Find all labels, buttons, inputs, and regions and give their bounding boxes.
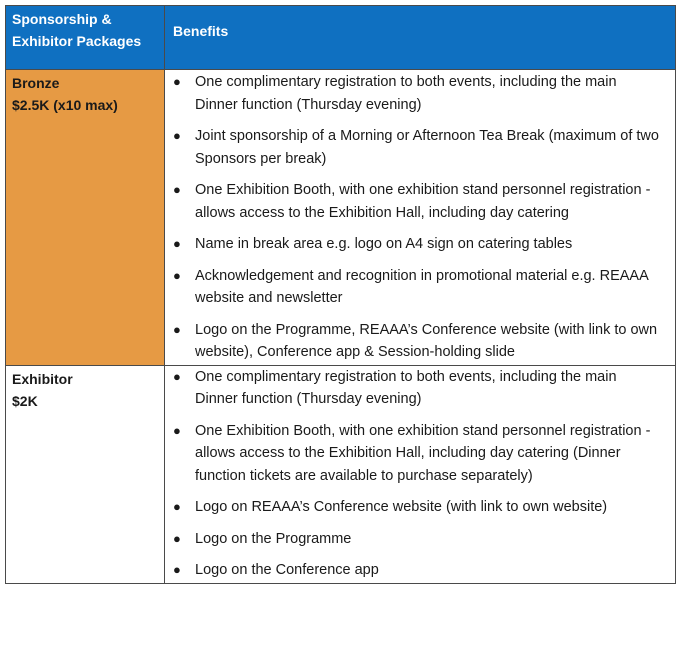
benefit-text: Logo on the Programme bbox=[195, 530, 352, 547]
bullet-icon: ● bbox=[173, 562, 181, 577]
bullet-icon: ● bbox=[173, 530, 181, 546]
table-row-bronze bbox=[6, 70, 676, 366]
benefit-text: One complimentary registration to both events, including the main Dinner function (Thursday evening) bbox=[195, 74, 617, 113]
package-cell-bronze bbox=[6, 70, 165, 366]
table-row-exhibitor bbox=[6, 365, 676, 583]
list-item bbox=[165, 496, 663, 519]
list-item bbox=[165, 319, 663, 364]
benefits-list bbox=[165, 70, 675, 364]
bullet-icon: ● bbox=[173, 74, 181, 89]
list-item bbox=[165, 366, 663, 411]
bullet-icon: ● bbox=[173, 422, 181, 438]
bullet-icon: ● bbox=[173, 267, 181, 283]
package-name: Bronze bbox=[12, 75, 60, 91]
list-item bbox=[165, 265, 663, 310]
benefit-text: One Exhibition Booth, with one exhibition stand personnel registration - allows access to the Exhibition Hall, including day catering (Dinner function tickets are available to purchase separately) bbox=[195, 422, 651, 484]
bullet-icon: ● bbox=[173, 321, 181, 337]
benefits-column-header: Benefits bbox=[165, 6, 676, 70]
benefits-cell-exhibitor bbox=[165, 365, 676, 583]
bullet-icon: ● bbox=[173, 128, 181, 143]
benefits-list bbox=[165, 366, 675, 582]
benefit-text: Logo on the Conference app bbox=[195, 562, 379, 578]
package-price: $2K bbox=[12, 392, 38, 409]
list-item bbox=[165, 420, 663, 488]
benefits-cell-bronze bbox=[165, 70, 676, 366]
benefit-text: Logo on REAAA’s Conference website (with link to own website) bbox=[195, 499, 608, 515]
list-item bbox=[165, 233, 663, 256]
list-item bbox=[165, 71, 663, 116]
benefit-text: Joint sponsorship of a Morning or Afternoon Tea Break (maximum of two Sponsors per break) bbox=[195, 128, 659, 167]
table-header-row bbox=[6, 6, 676, 70]
list-item bbox=[165, 559, 663, 582]
bullet-icon: ● bbox=[173, 499, 181, 514]
bullet-icon: ● bbox=[173, 182, 181, 197]
package-price: $2.5K (x10 max) bbox=[12, 97, 118, 113]
list-item bbox=[165, 528, 663, 551]
benefit-text: Name in break area e.g. logo on A4 sign on catering tables bbox=[195, 236, 573, 252]
packages-column-header: Sponsorship & Exhibitor Packages bbox=[6, 6, 165, 70]
benefit-text: Acknowledgement and recognition in promotional material e.g. REAAA website and newsletter bbox=[195, 267, 648, 306]
package-cell-exhibitor bbox=[6, 365, 165, 583]
package-name: Exhibitor bbox=[12, 370, 73, 387]
list-item bbox=[165, 125, 663, 170]
list-item bbox=[165, 179, 663, 224]
benefit-text: Logo on the Programme, REAAA’s Conference website (with link to own website), Conference app & Session-holding slide bbox=[195, 321, 658, 360]
bullet-icon: ● bbox=[173, 368, 181, 384]
bullet-icon: ● bbox=[173, 236, 181, 251]
sponsorship-table bbox=[5, 5, 676, 584]
benefit-text: One Exhibition Booth, with one exhibition stand personnel registration - allows access to the Exhibition Hall, including day catering bbox=[195, 182, 651, 221]
benefit-text: One complimentary registration to both events, including the main Dinner function (Thursday evening) bbox=[195, 368, 617, 407]
